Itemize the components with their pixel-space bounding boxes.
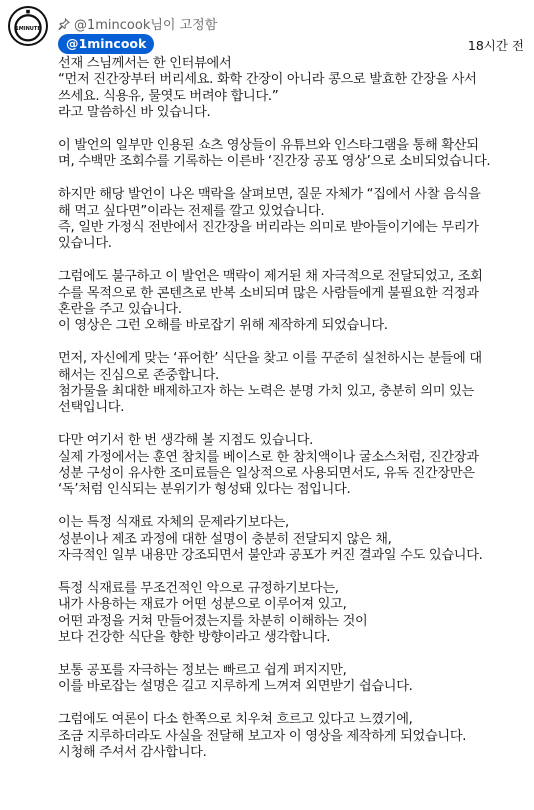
comment-line: 특정 식재료를 무조건적인 악으로 규정하기보다는, [58, 580, 339, 596]
comment-line: 성분 구성이 유사한 조미료들은 일상적으로 사용되면서도, 유독 진간장만은 [58, 466, 475, 482]
pinned-indicator [58, 14, 217, 33]
comment-line: 선택입니다. [58, 400, 125, 416]
comment-line: 수를 목적으로 한 콘텐츠로 반복 소비되며 많은 사람들에게 불필요한 걱정과 [58, 285, 479, 301]
comment-line [58, 171, 532, 187]
channel-avatar[interactable] [8, 6, 48, 46]
comment-line: 보다 건강한 식단을 향한 방향이라고 생각합니다. [58, 630, 331, 646]
comment-line: 선재 스님께서는 한 인터뷰에서 [58, 56, 232, 71]
comment-line: 실제 가정에서는 훈연 참치를 베이스로 한 참치액이나 굴소스처럼, 진간장과 [58, 449, 479, 465]
comment-line: 이를 바로잡는 설명은 길고 지루하게 느껴져 외면받기 쉽습니다. [58, 679, 413, 695]
comment-line: 성분이나 제조 과정에 대한 설명이 충분히 전달되지 않은 채, [58, 531, 392, 547]
comment-line [58, 565, 532, 581]
comment-line: 보통 공포를 자극하는 정보는 빠르고 쉽게 퍼지지만, [58, 662, 347, 678]
comment-line [58, 499, 532, 515]
author-chip[interactable]: @1mincook [58, 34, 154, 54]
comment-line: 먼저, 자신에게 맞는 ‘퓨어한’ 식단을 찾고 이를 꾸준히 실천하시는 분들에 대 [58, 351, 482, 367]
comment-line: 시청해 주셔서 감사합니다. [58, 744, 207, 760]
comment-line: 다만 여기서 한 번 생각해 볼 지점도 있습니다. [58, 433, 314, 449]
comment-line: 그럼에도 불구하고 이 발언은 맥락이 제거된 채 자극적으로 전달되었고, 조회 [58, 269, 483, 285]
comment-line: 며, 수백만 조회수를 기록하는 이른바 ‘진간장 공포 영상’으로 소비되었습니다. [58, 154, 491, 170]
pin-icon [58, 18, 70, 30]
avatar-logo-text: 1MINUTE [15, 26, 41, 33]
comment-line: 이 영상은 그런 오해를 바로잡기 위해 제작하게 되었습니다. [58, 318, 388, 334]
comment-line: 라고 말씀하신 바 있습니다. [58, 105, 211, 121]
pinned-label: @1mincook님이 고정함 [74, 18, 218, 33]
comment-header [58, 34, 526, 54]
comment-line: 이 발언의 일부만 인용된 쇼츠 영상들이 유튜브와 인스타그램을 통해 확산되 [58, 138, 479, 154]
comment-timestamp[interactable]: 18시간 전 [467, 38, 524, 53]
comment-line: 그럼에도 여론이 다소 한쪽으로 치우쳐 흐르고 있다고 느꼈기에, [58, 712, 413, 728]
comment-line [58, 696, 532, 712]
comment-line [58, 647, 532, 663]
stopwatch-logo-icon [10, 8, 46, 44]
comment-line: 자극적인 일부 내용만 강조되면서 불안과 공포가 커진 결과일 수도 있습니다. [58, 548, 483, 564]
comment-line [58, 122, 532, 138]
comment-line: 첨가물을 최대한 배제하고자 하는 노력은 분명 가치 있고, 충분히 의미 있는 [58, 384, 474, 400]
comment-line: 해서는 진심으로 존중합니다. [58, 367, 219, 383]
comment-line: ‘독’처럼 인식되는 분위기가 형성돼 있다는 점입니다. [58, 482, 351, 498]
comment-line: 내가 사용하는 재료가 어떤 성분으로 이루어져 있고, [58, 597, 347, 613]
comment-line [58, 253, 532, 269]
comment-line: 어떤 과정을 거쳐 만들어졌는지를 차분히 이해하는 것이 [58, 613, 368, 629]
comment-line: 있습니다. [58, 236, 112, 252]
comment-line: 즉, 일반 가정식 전반에서 진간장을 버리라는 의미로 받아들이기에는 무리가 [58, 220, 479, 236]
comment-line: 이는 특정 식재료 자체의 문제라기보다는, [58, 515, 289, 531]
comment-line: 혼란을 주고 있습니다. [58, 302, 182, 318]
comment-line: 해 먹고 싶다면”이라는 전제를 깔고 있었습니다. [58, 203, 325, 219]
comment-body [58, 56, 532, 761]
comment-line [58, 335, 532, 351]
comment-line: “먼저 진간장부터 버리세요. 화학 간장이 아니라 콩으로 발효한 간장을 사서 [58, 72, 477, 88]
comment-line: 하지만 해당 발언이 나온 맥락을 살펴보면, 질문 자체가 “집에서 사찰 음식을 [58, 187, 481, 203]
comment-line: 쓰세요. 식용유, 물엿도 버려야 합니다.” [58, 88, 279, 104]
comment-line: 조금 지루하더라도 사실을 전달해 보고자 이 영상을 제작하게 되었습니다. [58, 728, 467, 744]
comment-line [58, 417, 532, 433]
